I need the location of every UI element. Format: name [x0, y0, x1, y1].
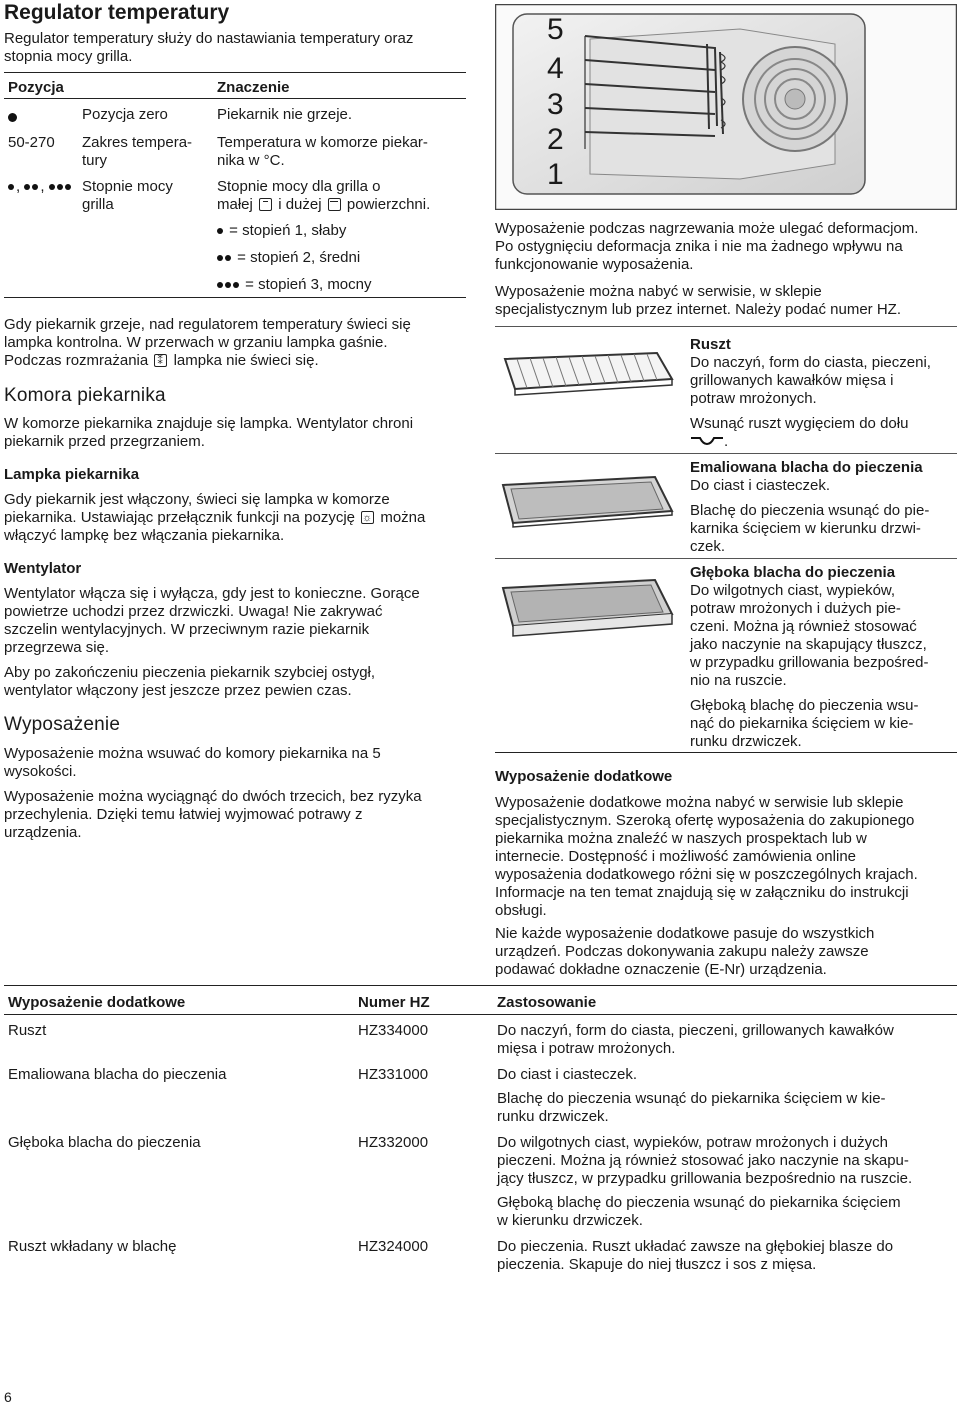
table-row-hz: HZ332000	[358, 1134, 429, 1151]
regulator-intro: Regulator temperatury służy do nastawiania temperatury oraz stopnia mocy grilla.	[4, 30, 414, 65]
enamel-tray-illustration	[497, 465, 675, 545]
dod-line-1: Wyposażenie dodatkowe można nabyć w serwisie lub sklepie	[495, 794, 904, 811]
went-line-4: przegrzewa się.	[4, 639, 110, 656]
table-header-rule	[4, 98, 466, 99]
subtitle-wyposazenie-dodatkowe: Wyposażenie dodatkowe	[495, 768, 673, 785]
section-title-regulator: Regulator temperatury	[4, 1, 230, 24]
rack-line-1: Do naczyń, form do ciasta, pieczeni,	[690, 354, 931, 371]
r-line-1: Wyposażenie podczas nagrzewania może ulegać deformacjom.	[495, 220, 919, 237]
lampka-line-3: włączyć lampkę bez włączania piekarnika.	[4, 527, 285, 544]
lamp-para-1: Gdy piekarnik grzeje, nad regulatorem temperatury świeci się	[4, 316, 411, 333]
subtitle-lampka: Lampka piekarnika	[4, 466, 140, 483]
went-line-2: powietrze uchodzi przez drzwiczki. Uwaga! Nie zakrywać	[4, 603, 383, 620]
level-label-1: 1	[547, 158, 564, 191]
lamp-para-2: lampka kontrolna. W przerwach w grzaniu lampka gaśnie.	[4, 334, 388, 351]
table-row-use: Do wilgotnych ciast, wypieków, potraw mrożonych i dużych	[497, 1134, 888, 1151]
level-label-4: 4	[547, 52, 564, 85]
enamel-line-3: karnika ścięciem w kierunku drzwi-	[690, 520, 921, 537]
deep-line-9: runku drzwiczek.	[690, 733, 802, 750]
table-row-use: pieczeni. Można ją również stosować jako naczynie na skapu-	[497, 1152, 909, 1169]
accessory-table-top-rule	[4, 985, 957, 986]
level-label-3: 3	[547, 88, 564, 121]
lamp-para-3: Podczas rozmrażania ⁑ lampka nie świeci się.	[4, 352, 319, 370]
table-row-use: runku drzwiczek.	[497, 1108, 609, 1125]
rack-title: Ruszt	[690, 336, 731, 353]
row2-col3a: Temperatura w komorze piekar-	[217, 134, 428, 151]
rack-bend-icon	[690, 434, 724, 446]
dod-line-9: urządzeń. Podczas dokonywania zakupu należy zawsze	[495, 943, 869, 960]
table-row-name: Głęboka blacha do pieczenia	[8, 1134, 201, 1151]
row3-col2a: Stopnie mocy	[82, 178, 173, 195]
table-row-use: w kierunku drzwiczek.	[497, 1212, 643, 1229]
dod-line-7: obsługi.	[495, 902, 547, 919]
acc-col-header-name: Wyposażenie dodatkowe	[8, 994, 186, 1011]
enamel-line-4: czek.	[690, 538, 726, 555]
went-line-3: szczelin wentylacyjnych. W przeciwnym razie piekarnik	[4, 621, 370, 638]
dod-line-8: Nie każde wyposażenie dodatkowe pasuje do wszystkich	[495, 925, 875, 942]
col-header-pozycja: Pozycja	[8, 79, 64, 96]
col-header-znaczenie: Znaczenie	[217, 79, 290, 96]
dod-line-2: specjalistycznym. Szeroką ofertę wyposażenia do zakupionego	[495, 812, 915, 829]
table-row-hz: HZ331000	[358, 1066, 429, 1083]
r-line-2: Po ostygnięciu deformacja znika i nie ma żadnego wpływu na	[495, 238, 903, 255]
lampka-line-2: piekarnika. Ustawiając przełącznik funkcji na pozycję ☼ można	[4, 509, 425, 527]
row3-col3b: małej i dużej powierzchni.	[217, 196, 431, 213]
accessory-top-rule	[495, 326, 957, 327]
accessory-table-header-rule	[4, 1014, 957, 1015]
level-label-2: 2	[547, 123, 564, 156]
deep-line-3: czeni. Można ją również stosować	[690, 618, 917, 635]
went-line-6: wentylator włączony jest jeszcze przez pewien czas.	[4, 682, 352, 699]
accessory-rule-3	[495, 558, 957, 559]
enamel-line-2: Blachę do pieczenia wsunąć do pie-	[690, 502, 930, 519]
page-number: 6	[4, 1389, 12, 1405]
deep-line-2: potraw mrożonych i dużych pie-	[690, 600, 901, 617]
deep-line-5: w przypadku grillowania bezpośred-	[690, 654, 929, 671]
table-row-use: Do naczyń, form do ciasta, pieczeni, grillowanych kawałków	[497, 1022, 894, 1039]
wyp-line-3: Wyposażenie można wyciągnąć do dwóch trzecich, bez ryzyka	[4, 788, 422, 805]
row3-col2b: grilla	[82, 196, 114, 213]
zero-position-icon	[8, 108, 17, 126]
dod-line-6: Informacje na ten temat znajdują się w załączniku do instrukcji	[495, 884, 909, 901]
table-row-use: Blachę do pieczenia wsunąć do piekarnika ścięciem w kie-	[497, 1090, 886, 1107]
enamel-tray-title: Emaliowana blacha do pieczenia	[690, 459, 923, 476]
acc-col-header-use: Zastosowanie	[497, 994, 597, 1011]
dod-line-5: wyposażenia dodatkowego różni się w poszczególnych krajach.	[495, 866, 918, 883]
row1-col2: Pozycja zero	[82, 106, 168, 123]
large-grill-icon	[328, 198, 341, 211]
r-line-5: specjalistycznym lub przez internet. Należy podać numer HZ.	[495, 301, 901, 318]
table-row-name: Ruszt	[8, 1022, 47, 1039]
rack-line-4: Wsunąć ruszt wygięciem do dołu	[690, 415, 909, 432]
small-grill-icon	[259, 198, 272, 211]
rack-line-2: grillowanych kawałków mięsa i	[690, 372, 894, 389]
table-bottom-rule	[4, 297, 466, 298]
deep-tray-illustration	[497, 570, 675, 655]
deep-line-1: Do wilgotnych ciast, wypieków,	[690, 582, 896, 599]
row3-col3a: Stopnie mocy dla grilla o	[217, 178, 381, 195]
deep-line-8: nąć do piekarnika ścięciem w kie-	[690, 715, 914, 732]
table-row-use: jący tłuszcz, w przypadku grillowania bezpośrednio na ruszcie.	[497, 1170, 913, 1187]
rack-line-5: .	[690, 433, 728, 451]
r-line-4: Wyposażenie można nabyć w serwisie, w sklepie	[495, 283, 822, 300]
went-line-5: Aby po zakończeniu pieczenia piekarnik szybciej ostygł,	[4, 664, 376, 681]
table-row-name: Emaliowana blacha do pieczenia	[8, 1066, 227, 1083]
wyp-line-4: przechylenia. Dzięki temu łatwiej wyjmować potrawy z	[4, 806, 363, 823]
table-row-use: Do ciast i ciasteczek.	[497, 1066, 638, 1083]
grill-level-1: = stopień 1, słaby	[217, 222, 346, 240]
table-row-name: Ruszt wkładany w blachę	[8, 1238, 177, 1255]
subtitle-wentylator: Wentylator	[4, 560, 82, 577]
dod-line-4: internecie. Dostępność i możliwość zamówienia online	[495, 848, 857, 865]
accessory-bottom-rule	[495, 752, 957, 753]
section-title-wyposazenie: Wyposażenie	[4, 714, 121, 735]
section-title-komora: Komora piekarnika	[4, 385, 166, 406]
table-row-use: mięsa i potraw mrożonych.	[497, 1040, 676, 1057]
went-line-1: Wentylator włącza się i wyłącza, gdy jest to konieczne. Gorące	[4, 585, 420, 602]
oven-lamp-icon	[361, 511, 374, 524]
row2-col1: 50-270	[8, 134, 55, 151]
row2-col3b: nika w °C.	[217, 152, 285, 169]
grill-levels-icons: , ,	[8, 178, 73, 196]
accessory-rule-2	[495, 453, 957, 454]
deep-line-4: jako naczynie na skapujący tłuszcz,	[690, 636, 927, 653]
deep-line-7: Głęboką blachę do pieczenia wsu-	[690, 697, 919, 714]
table-row-use: pieczenia. Skapuje do niej tłuszcz i sos z mięsa.	[497, 1256, 817, 1273]
oven-interior-illustration	[495, 4, 957, 210]
komora-line-2: piekarnik przed przegrzaniem.	[4, 433, 205, 450]
lampka-line-1: Gdy piekarnik jest włączony, świeci się lampka w komorze	[4, 491, 390, 508]
row1-col3: Piekarnik nie grzeje.	[217, 106, 353, 123]
rack-illustration	[497, 343, 675, 413]
table-row-hz: HZ334000	[358, 1022, 429, 1039]
row2-col2b: tury	[82, 152, 108, 169]
row2-col2a: Zakres tempera-	[82, 134, 193, 151]
table-row-use: Głęboką blachę do pieczenia wsunąć do piekarnika ścięciem	[497, 1194, 901, 1211]
deep-tray-title: Głęboka blacha do pieczenia	[690, 564, 896, 581]
dod-line-3: piekarnika można znaleźć w naszych prospektach lub w	[495, 830, 867, 847]
enamel-line-1: Do ciast i ciasteczek.	[690, 477, 831, 494]
table-top-rule	[4, 72, 466, 73]
r-line-3: funkcjonowanie wyposażenia.	[495, 256, 694, 273]
wyp-line-5: urządzenia.	[4, 824, 82, 841]
rack-line-3: potraw mrożonych.	[690, 390, 817, 407]
defrost-icon	[154, 354, 167, 367]
komora-line-1: W komorze piekarnika znajduje się lampka. Wentylator chroni	[4, 415, 414, 432]
acc-col-header-hz: Numer HZ	[358, 994, 430, 1011]
level-label-5: 5	[547, 13, 564, 46]
grill-level-2: = stopień 2, średni	[217, 249, 360, 267]
deep-line-6: nio na ruszcie.	[690, 672, 787, 689]
wyp-line-1: Wyposażenie można wsuwać do komory piekarnika na 5	[4, 745, 381, 762]
wyp-line-2: wysokości.	[4, 763, 77, 780]
table-row-use: Do pieczenia. Ruszt układać zawsze na głębokiej blasze do	[497, 1238, 894, 1255]
table-row-hz: HZ324000	[358, 1238, 429, 1255]
grill-level-3: = stopień 3, mocny	[217, 276, 372, 294]
dod-line-10: podawać dokładne oznaczenie (E-Nr) urządzenia.	[495, 961, 827, 978]
